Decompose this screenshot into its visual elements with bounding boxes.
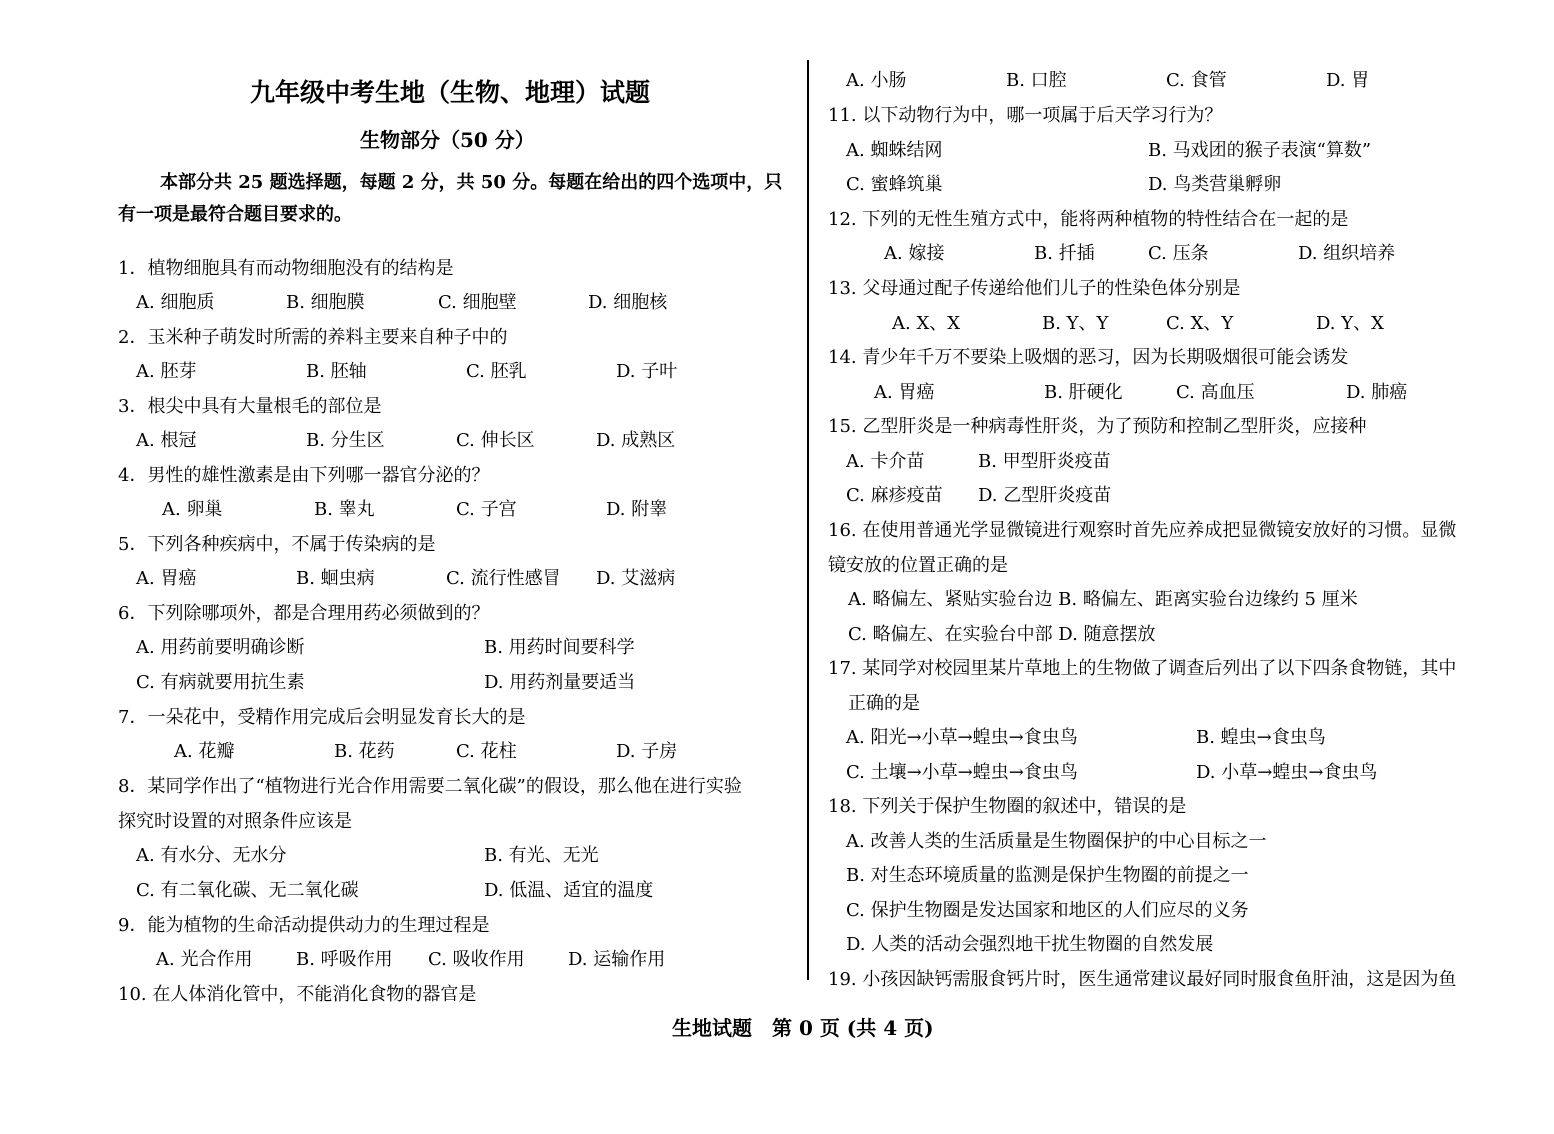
question-4-option-d: D. 附睾 [606,499,668,520]
question-9-stem: 9．能为植物的生命活动提供动力的生理过程是 [118,915,490,936]
question-1-option-a: A. 细胞质 [136,292,215,313]
question-11-option-b: B. 马戏团的猴子表演“算数” [1148,140,1372,161]
question-15-stem: 15. 乙型肝炎是一种病毒性肝炎，为了预防和控制乙型肝炎，应接种 [828,416,1367,437]
question-10-stem: 10. 在人体消化管中，不能消化食物的器官是 [118,984,477,1005]
question-17-stem-line-2: 正确的是 [848,693,920,714]
question-9-option-d: D. 运输作用 [568,949,666,970]
page-footer: 生地试题 第 0 页 (共 4 页) [672,1016,934,1040]
question-1-option-c: C. 细胞壁 [438,292,517,313]
question-16-options-ab: A. 略偏左、紧贴实验台边 B. 略偏左、距离实验台边缘约 5 厘米 [848,589,1358,610]
question-5-option-a: A. 胃癌 [136,568,197,589]
question-5-option-b: B. 蛔虫病 [296,568,375,589]
question-16-stem-line-1: 16. 在使用普通光学显微镜进行观察时首先应养成把显微镜安放好的习惯。显微 [828,520,1457,541]
question-12-option-d: D. 组织培养 [1298,243,1396,264]
question-10-option-b: B. 口腔 [1006,70,1067,91]
question-18-option-d: D. 人类的活动会强烈地干扰生物圈的自然发展 [846,934,1214,955]
question-1-option-b: B. 细胞膜 [286,292,365,313]
question-6-stem: 6．下列除哪项外，都是合理用药必须做到的？ [118,603,490,624]
question-10-option-d: D. 胃 [1326,70,1370,91]
question-17-option-a: A. 阳光→小草→蝗虫→食虫鸟 [846,727,1078,748]
question-8-option-b: B. 有光、无光 [484,845,599,866]
question-5-stem: 5．下列各种疾病中，不属于传染病的是 [118,534,436,555]
question-18-option-b: B. 对生态环境质量的监测是保护生物圈的前提之一 [846,865,1249,886]
question-12-option-c: C. 压条 [1148,243,1209,264]
question-15-option-b: B. 甲型肝炎疫苗 [978,451,1111,472]
question-4-stem: 4．男性的雄性激素是由下列哪一器官分泌的？ [118,465,490,486]
question-7-option-b: B. 花药 [334,741,395,762]
question-15-option-d: D. 乙型肝炎疫苗 [978,485,1112,506]
question-15-option-c: C. 麻疹疫苗 [846,485,943,506]
question-2-stem: 2．玉米种子萌发时所需的养料主要来自种子中的 [118,327,508,348]
question-3-option-c: C. 伸长区 [456,430,535,451]
question-11-option-a: A. 蜘蛛结网 [846,140,943,161]
instructions-line-2: 有一项是最符合题目要求的。 [118,204,352,225]
question-13-option-a: A. X、X [892,313,961,334]
question-13-option-d: D. Y、X [1316,313,1384,334]
question-4-option-c: C. 子宫 [456,499,517,520]
question-12-option-b: B. 扦插 [1034,243,1095,264]
question-18-option-c: C. 保护生物圈是发达国家和地区的人们应尽的义务 [846,900,1249,921]
question-9-option-b: B. 呼吸作用 [296,949,393,970]
question-18-stem: 18. 下列关于保护生物圈的叙述中，错误的是 [828,796,1187,817]
question-14-option-c: C. 高血压 [1176,382,1255,403]
question-7-stem: 7．一朵花中，受精作用完成后会明显发育长大的是 [118,707,526,728]
question-7-option-d: D. 子房 [616,741,678,762]
question-2-option-c: C. 胚乳 [466,361,527,382]
question-17-option-c: C. 土壤→小草→蝗虫→食虫鸟 [846,762,1078,783]
question-13-option-c: C. X、Y [1166,313,1234,334]
exam-title: 九年级中考生地（生物、地理）试题 [250,78,651,107]
question-5-option-d: D. 艾滋病 [596,568,676,589]
question-2-option-b: B. 胚轴 [306,361,367,382]
question-9-option-a: A. 光合作用 [156,949,253,970]
question-6-option-a: A. 用药前要明确诊断 [136,637,305,658]
question-3-option-b: B. 分生区 [306,430,385,451]
question-14-option-a: A. 胃癌 [874,382,935,403]
question-11-option-d: D. 鸟类营巢孵卵 [1148,174,1282,195]
question-15-option-a: A. 卡介苗 [846,451,925,472]
question-13-option-b: B. Y、Y [1042,313,1109,334]
question-16-stem-line-2: 镜安放的位置正确的是 [828,555,1008,576]
question-2-option-d: D. 子叶 [616,361,678,382]
question-2-option-a: A. 胚芽 [136,361,197,382]
question-3-option-d: D. 成熟区 [596,430,676,451]
question-7-option-c: C. 花柱 [456,741,517,762]
question-6-option-c: C. 有病就要用抗生素 [136,672,305,693]
question-5-option-c: C. 流行性感冒 [446,568,561,589]
question-1-stem: 1．植物细胞具有而动物细胞没有的结构是 [118,258,454,279]
question-11-stem: 11. 以下动物行为中，哪一项属于后天学习行为？ [828,105,1223,126]
question-1-option-d: D. 细胞核 [588,292,668,313]
question-17-option-d: D. 小草→蝗虫→食虫鸟 [1196,762,1378,783]
question-17-option-b: B. 蝗虫→食虫鸟 [1196,727,1326,748]
question-11-option-c: C. 蜜蜂筑巢 [846,174,943,195]
column-divider [807,60,809,980]
question-12-option-a: A. 嫁接 [884,243,945,264]
question-8-stem-line-2: 探究时设置的对照条件应该是 [118,811,352,832]
question-17-stem-line-1: 17. 某同学对校园里某片草地上的生物做了调查后列出了以下四条食物链，其中 [828,658,1457,679]
question-18-option-a: A. 改善人类的生活质量是生物圈保护的中心目标之一 [846,831,1267,852]
question-8-option-d: D. 低温、适宜的温度 [484,880,654,901]
question-7-option-a: A. 花瓣 [174,741,235,762]
question-9-option-c: C. 吸收作用 [428,949,525,970]
question-19-stem: 19. 小孩因缺钙需服食钙片时，医生通常建议最好同时服食鱼肝油，这是因为鱼 [828,969,1457,990]
question-13-stem: 13. 父母通过配子传递给他们儿子的性染色体分别是 [828,278,1241,299]
question-4-option-b: B. 睾丸 [314,499,375,520]
question-3-option-a: A. 根冠 [136,430,197,451]
question-12-stem: 12. 下列的无性生殖方式中，能将两种植物的特性结合在一起的是 [828,209,1349,230]
question-3-stem: 3．根尖中具有大量根毛的部位是 [118,396,382,417]
question-16-options-cd: C. 略偏左、在实验台中部 D. 随意摆放 [848,624,1156,645]
question-10-option-c: C. 食管 [1166,70,1227,91]
question-10-option-a: A. 小肠 [846,70,907,91]
question-8-option-c: C. 有二氧化碳、无二氧化碳 [136,880,359,901]
section-title: 生物部分（50 分） [360,128,535,152]
question-6-option-d: D. 用药剂量要适当 [484,672,636,693]
question-8-stem-line-1: 8．某同学作出了“植物进行光合作用需要二氧化碳”的假设，那么他在进行实验 [118,776,742,797]
question-8-option-a: A. 有水分、无水分 [136,845,287,866]
question-4-option-a: A. 卵巢 [162,499,223,520]
question-6-option-b: B. 用药时间要科学 [484,637,635,658]
question-14-stem: 14. 青少年千万不要染上吸烟的恶习，因为长期吸烟很可能会诱发 [828,347,1349,368]
instructions-line-1: 本部分共 25 题选择题，每题 2 分，共 50 分。每题在给出的四个选项中，只 [160,172,783,193]
question-14-option-d: D. 肺癌 [1346,382,1408,403]
question-14-option-b: B. 肝硬化 [1044,382,1123,403]
